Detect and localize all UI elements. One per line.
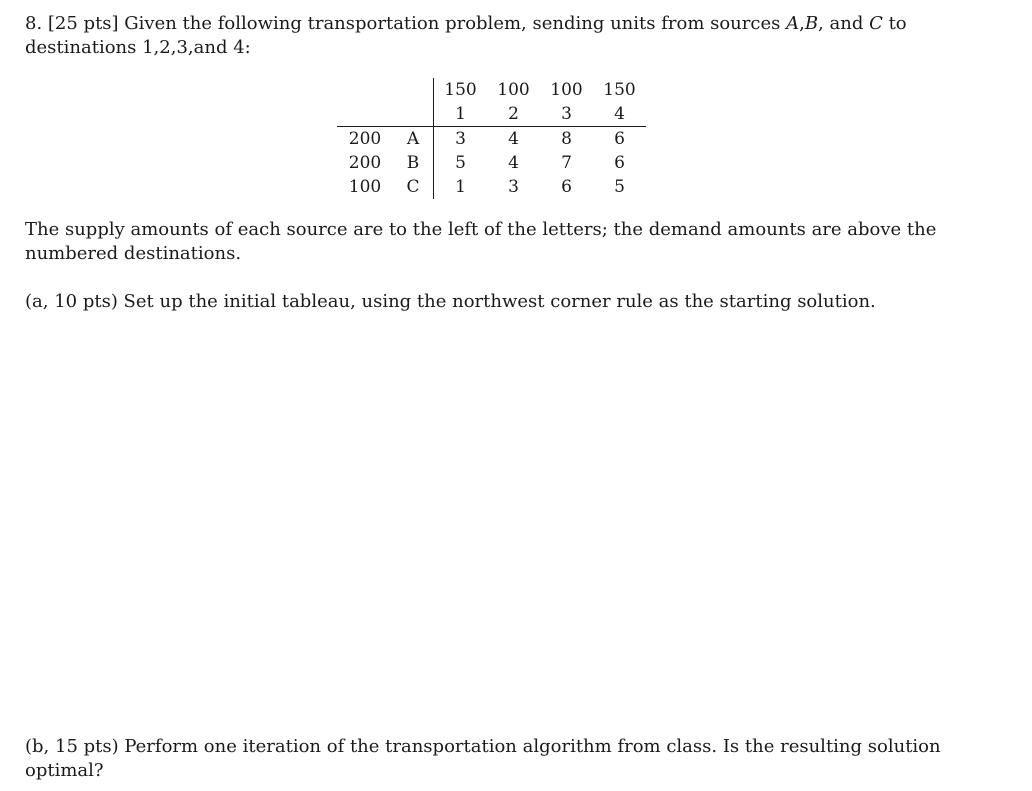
cost-b-4: 6	[614, 153, 625, 173]
cost-a-2: 4	[487, 127, 540, 152]
part-a-question: (a, 10 pts) Set up the initial tableau, using the northwest corner rule as the starting solution.	[25, 291, 876, 312]
problem-prefix: 8. [25 pts] Given the following transportation problem, sending units from sources	[25, 13, 787, 34]
demand-2: 100	[497, 80, 530, 100]
problem-suffix: to destinations 1,2,3,and 4:	[25, 13, 907, 58]
source-a-var: A	[786, 13, 800, 34]
destination-row	[337, 102, 646, 127]
destination-3: 3	[540, 102, 593, 127]
and-word: , and	[818, 13, 870, 34]
source-b-var: B	[804, 13, 819, 34]
source-a: A	[393, 127, 434, 152]
supply-b: 200	[348, 153, 382, 173]
supply-a: 200	[337, 127, 393, 152]
source-c: C	[406, 177, 420, 197]
demand-4: 150	[603, 80, 636, 100]
cost-a-3: 8	[540, 127, 593, 152]
destination-4: 4	[593, 102, 646, 127]
supply-demand-note: The supply amounts of each source are to the left of the letters; the demand amounts are above the numbered destinations.	[25, 219, 937, 264]
cost-c-1: 1	[434, 175, 488, 199]
demand-1: 150	[434, 78, 488, 102]
destination-2: 2	[487, 102, 540, 127]
cost-c-2: 3	[508, 177, 519, 197]
cost-c-4: 5	[614, 177, 625, 197]
part-b-question: (b, 15 pts) Perform one iteration of the transportation algorithm from class. Is the resulting solution optimal?	[25, 736, 941, 781]
source-row-c	[337, 175, 646, 199]
source-c-var: C	[869, 13, 883, 34]
demand-row	[337, 78, 646, 102]
demand-3: 100	[550, 80, 583, 100]
cost-b-3: 7	[561, 153, 572, 173]
cost-b-1: 5	[434, 151, 488, 175]
destination-1: 1	[434, 102, 488, 127]
cost-b-2: 4	[508, 153, 519, 173]
source-b: B	[406, 153, 420, 173]
supply-c: 100	[348, 177, 382, 197]
problem-statement	[25, 12, 985, 60]
source-row-b	[337, 151, 646, 175]
cost-a-4: 6	[593, 127, 646, 152]
source-row-a	[337, 127, 646, 152]
cost-c-3: 6	[561, 177, 572, 197]
transportation-table	[337, 78, 646, 199]
cost-a-1: 3	[434, 127, 488, 152]
comma: ,	[799, 13, 805, 34]
